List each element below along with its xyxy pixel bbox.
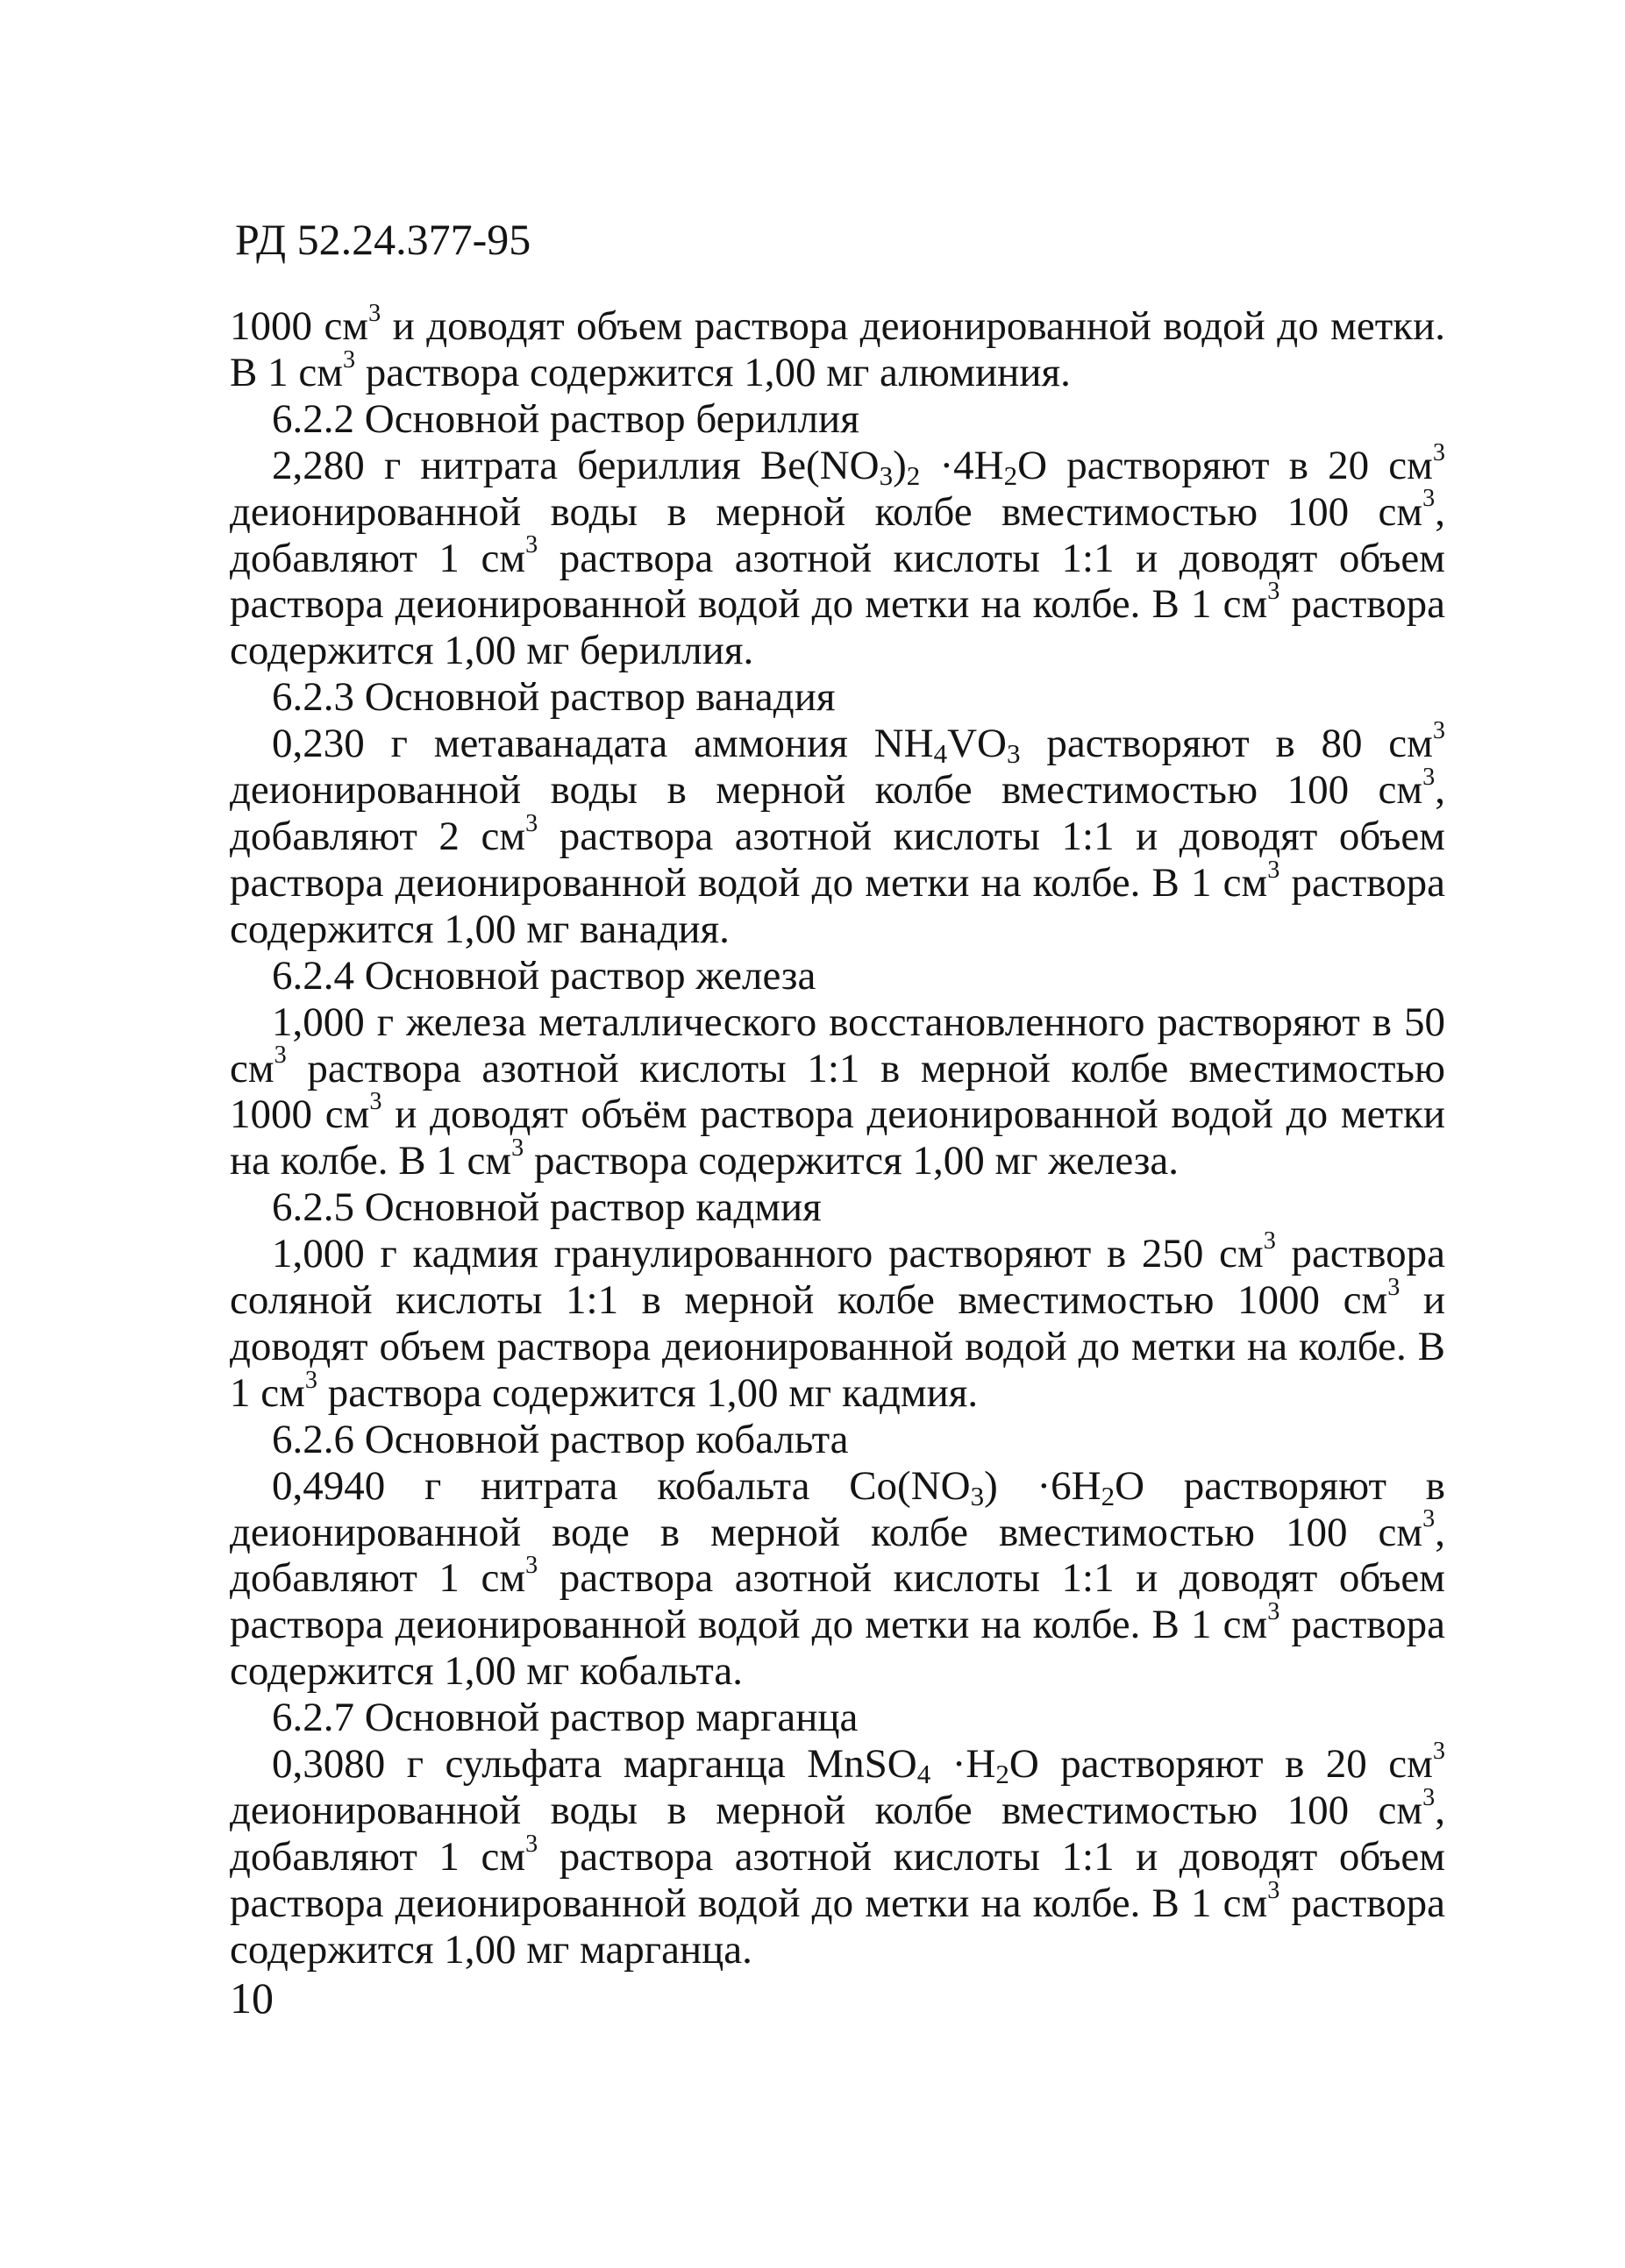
superscript: 3 [1432,438,1445,466]
text-run: растворяют в 80 см [1020,721,1433,767]
text-run: 1,000 г кадмия гранулированного растворяют в 250 см [272,1231,1264,1277]
text-run: раствора азотной кислоты 1:1 и доводят объем раствора деионированной водой до метки на колбе. В 1 см [230,535,1446,628]
superscript: 3 [1422,1505,1436,1533]
text-run: раствора азотной кислоты 1:1 и доводят объем раствора деионированной водой до метки на колбе. В 1 см [230,813,1446,906]
text-run: раствора азотной кислоты 1:1 в мерной колбе вместимостью 1000 см [230,1045,1445,1138]
subscript: 4 [916,1758,931,1789]
paragraph-manganese [230,1737,1446,1973]
text-run: , добавляют 1 см [230,488,1445,581]
superscript: 3 [1263,1226,1276,1255]
superscript: 3 [1267,578,1280,606]
text-run: раствора содержится 1,00 мг кадмия. [317,1369,979,1416]
text-run: 0,3080 г сульфата марганца MnSO [272,1741,917,1788]
document-header: РД 52.24.377-95 [235,215,531,264]
paragraph-cadmium [230,1226,1445,1417]
text-run: и доводят объём раствора деионированной водой до метки на колбе. В 1 см [230,1091,1445,1184]
text-run: O растворяют в 20 см [1008,1741,1433,1788]
text-run: раствора содержится 1,00 мг железа. [524,1138,1180,1184]
paragraph-beryllium [230,438,1446,675]
subscript: 2 [1003,459,1018,491]
superscript: 3 [1267,1598,1280,1626]
document-body [230,299,1446,1973]
superscript: 3 [1432,1737,1445,1765]
subscript: 4 [933,737,948,769]
text-run: , добавляют 1 см [230,1509,1445,1602]
text-run: 0,4940 г нитрата кобальта Co(NO [272,1462,971,1509]
superscript: 3 [304,1366,317,1394]
superscript: 3 [1422,1783,1436,1811]
text-run: 0,230 г метаванадата аммония NH [272,721,934,767]
superscript: 3 [511,1134,524,1162]
subscript: 3 [879,459,894,491]
section-heading-6-2-4: 6.2.4 Основной раствор железа [272,952,816,999]
page-number: 10 [230,1973,274,2023]
superscript: 3 [342,345,356,373]
superscript: 3 [274,1042,287,1070]
superscript: 3 [1267,1876,1280,1904]
section-heading-6-2-7: 6.2.7 Основной раствор марганца [272,1695,859,1741]
superscript: 3 [369,1088,382,1116]
text-run: раствора содержится 1,00 мг кобальта. [230,1602,1446,1695]
text-run: деионированной воды в мерной колбе вместимостью 100 см [230,488,1423,535]
text-run: 1,000 г железа металлического восстановленного растворяют в 50 см [230,999,1445,1091]
text-run: ) [893,442,907,488]
text-run: ·4H [920,442,1004,488]
text-run: и доводят объем раствора деионированной водой до метки на колбе. В 1 см [230,1277,1445,1416]
subscript: 2 [995,1758,1009,1789]
superscript: 3 [525,1830,538,1858]
superscript: 3 [1432,717,1446,745]
text-run: 1000 см [230,303,369,349]
text-run: , добавляют 1 см [230,1788,1445,1880]
superscript: 3 [368,299,381,327]
paragraph-aluminium-continuation [230,299,1446,396]
superscript: 3 [525,1552,538,1580]
text-run: ·H [930,1741,996,1788]
text-run: деионированной воды в мерной колбе вместимостью 100 см [230,767,1423,814]
text-run: деионированной воды в мерной колбе вместимостью 100 см [230,1788,1423,1833]
text-run: , добавляют 2 см [230,767,1445,859]
section-heading-6-2-5: 6.2.5 Основной раствор кадмия [272,1184,822,1231]
superscript: 3 [1422,485,1436,513]
text-run: раствора содержится 1,00 мг марганца. [230,1880,1446,1973]
superscript: 3 [525,531,538,559]
superscript: 3 [1387,1273,1400,1301]
text-run: раствора азотной кислоты 1:1 и доводят объем раствора деионированной водой до метки на колбе. В 1 см [230,1555,1446,1648]
text-run: раствора содержится 1,00 мг ванадия. [230,859,1446,952]
text-run: VO [947,721,1007,767]
subscript: 2 [1101,1480,1115,1511]
subscript: 3 [1006,737,1021,769]
text-run: O растворяют в деионированной воде в мерной колбе вместимостью 100 см [230,1462,1445,1555]
section-heading-6-2-3: 6.2.3 Основной раствор ванадия [272,674,836,721]
text-run: раствора содержится 1,00 мг алюминия. [355,349,1071,395]
text-run: ) ·6H [984,1462,1101,1509]
paragraph-iron [230,999,1445,1185]
text-run: раствора азотной кислоты 1:1 и доводят объем раствора деионированной водой до метки на колбе. В 1 см [230,1833,1446,1926]
text-run: раствора соляной кислоты 1:1 в мерной колбе вместимостью 1000 см [230,1231,1445,1324]
text-run: и доводят объем раствора деионированной водой до метки. В 1 см [230,303,1446,395]
section-heading-6-2-6: 6.2.6 Основной раствор кобальта [272,1416,849,1462]
paragraph-cobalt [230,1463,1445,1696]
superscript: 3 [1267,856,1280,884]
text-run: раствора содержится 1,00 мг бериллия. [230,581,1446,674]
text-run: 2,280 г нитрата бериллия Be(NO [272,442,880,488]
section-heading-6-2-2: 6.2.2 Основной раствор бериллия [272,395,859,442]
paragraph-vanadium [230,717,1446,953]
text-run: O растворяют в 20 см [1017,442,1433,488]
subscript: 3 [970,1480,985,1511]
superscript: 3 [525,809,538,837]
superscript: 3 [1422,763,1436,791]
subscript: 2 [906,459,921,491]
